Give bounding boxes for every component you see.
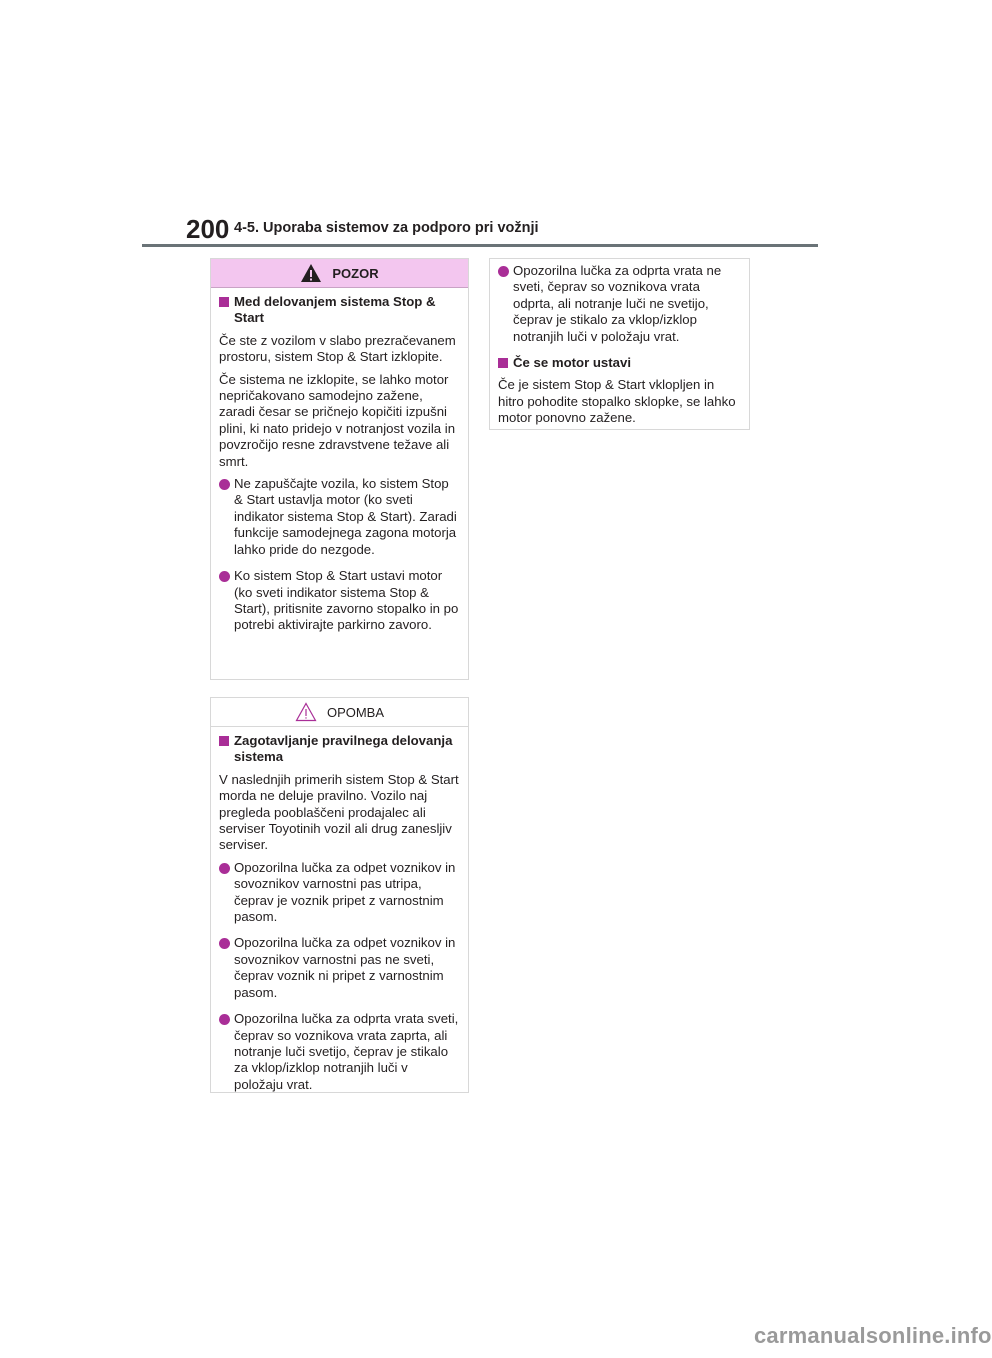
opomba-box-header <box>211 698 468 727</box>
pozor-box <box>210 258 469 680</box>
opomba-bullet-item <box>219 1011 460 1093</box>
right-bullet-text: Opozorilna lučka za odprta vrata ne sveti, čeprav so voznikova vrata odprta, ali notranje luči ne svetijo, čeprav je stikalo za vklop/izklop notranjih luči v položaju vrat. <box>513 263 722 344</box>
circle-bullet-icon <box>219 479 230 490</box>
square-bullet-icon <box>219 297 229 307</box>
opomba-bullet-text: Opozorilna lučka za odprta vrata sveti, čeprav so voznikova vrata zaprta, ali notranje luči svetijo, čeprav je stikalo za vklop/izklop notranjih luči v položaju vrat. <box>234 1011 459 1092</box>
opomba-bullet-text: Opozorilna lučka za odpet voznikov in sovoznikov varnostni pas utripa, čeprav je voznik pripet z varnostnim pasom. <box>234 859 456 925</box>
caution-outline-icon <box>295 702 317 722</box>
opomba-heading-text: Zagotavljanje pravilnega delovanja sistema <box>234 733 453 765</box>
section-title: 4-5. Uporaba sistemov za podporo pri vožnji <box>234 220 539 236</box>
pozor-paragraph: Če ste z vozilom v slabo prezračevanem prostoru, sistem Stop & Start izklopite. <box>219 332 456 365</box>
right-heading <box>498 355 741 371</box>
pozor-heading <box>219 294 460 327</box>
opomba-bullet-item <box>219 935 460 1001</box>
pozor-bullet-text: Ne zapuščajte vozila, ko sistem Stop & Start ustavlja motor (ko sveti indikator sistema Stop & Start). Zaradi funkcije samodejnega zagona motorja lahko pride do nezgode. <box>234 476 457 557</box>
circle-bullet-icon <box>219 571 230 582</box>
opomba-heading <box>219 733 460 766</box>
right-column-box <box>489 258 750 430</box>
pozor-bullet-item <box>219 568 460 634</box>
right-heading-text: Če se motor ustavi <box>513 355 631 371</box>
circle-bullet-icon <box>498 266 509 277</box>
opomba-box-body <box>211 727 468 1111</box>
pozor-bullet-item <box>219 476 460 558</box>
right-bullet-item <box>498 263 741 345</box>
square-bullet-icon <box>498 358 508 368</box>
header-rule <box>142 244 818 247</box>
right-box-body <box>490 259 749 441</box>
pozor-label: POZOR <box>332 265 379 281</box>
pozor-bullet-text: Ko sistem Stop & Start ustavi motor (ko sveti indikator sistema Stop & Start), pritisnite zavorno stopalko in po potrebi aktivirajte parkirno zavoro. <box>234 568 459 633</box>
opomba-bullet-text: Opozorilna lučka za odpet voznikov in sovoznikov varnostni pas ne sveti, čeprav voznik ni pripet z varnostnim pasom. <box>234 935 456 1000</box>
opomba-label: OPOMBA <box>326 704 385 720</box>
pozor-box-body <box>211 288 468 652</box>
right-paragraph: Če je sistem Stop & Start vklopljen in hitro pohodite stopalko sklopke, se lahko motor ponovno zažene. <box>498 377 736 426</box>
circle-bullet-icon <box>219 863 230 874</box>
square-bullet-icon <box>219 736 229 746</box>
opomba-bullet-item <box>219 860 460 926</box>
pozor-box-header <box>211 259 468 288</box>
circle-bullet-icon <box>219 1014 230 1025</box>
pozor-heading-text: Med delovanjem sistema Stop & Start <box>234 294 436 326</box>
footer-watermark: carmanualsonline.info <box>754 1323 992 1348</box>
page-number: 200 <box>186 214 230 244</box>
circle-bullet-icon <box>219 938 230 949</box>
opomba-box <box>210 697 469 1093</box>
opomba-paragraph: V naslednjih primerih sistem Stop & Start morda ne deluje pravilno. Vozilo naj pregleda pooblaščeni prodajalec ali serviser Toyotinih vozil ali drug zanesljiv serviser. <box>219 771 459 853</box>
pozor-paragraph: Če sistema ne izklopite, se lahko motor nepričakovano samodejno zažene, zaradi česar se pričnejo kopičiti izpušni plini, ki nato pridejo v notranjost vozila in povzročijo resne zdravstvene težave ali smrt. <box>219 371 456 469</box>
warning-icon <box>300 263 322 283</box>
